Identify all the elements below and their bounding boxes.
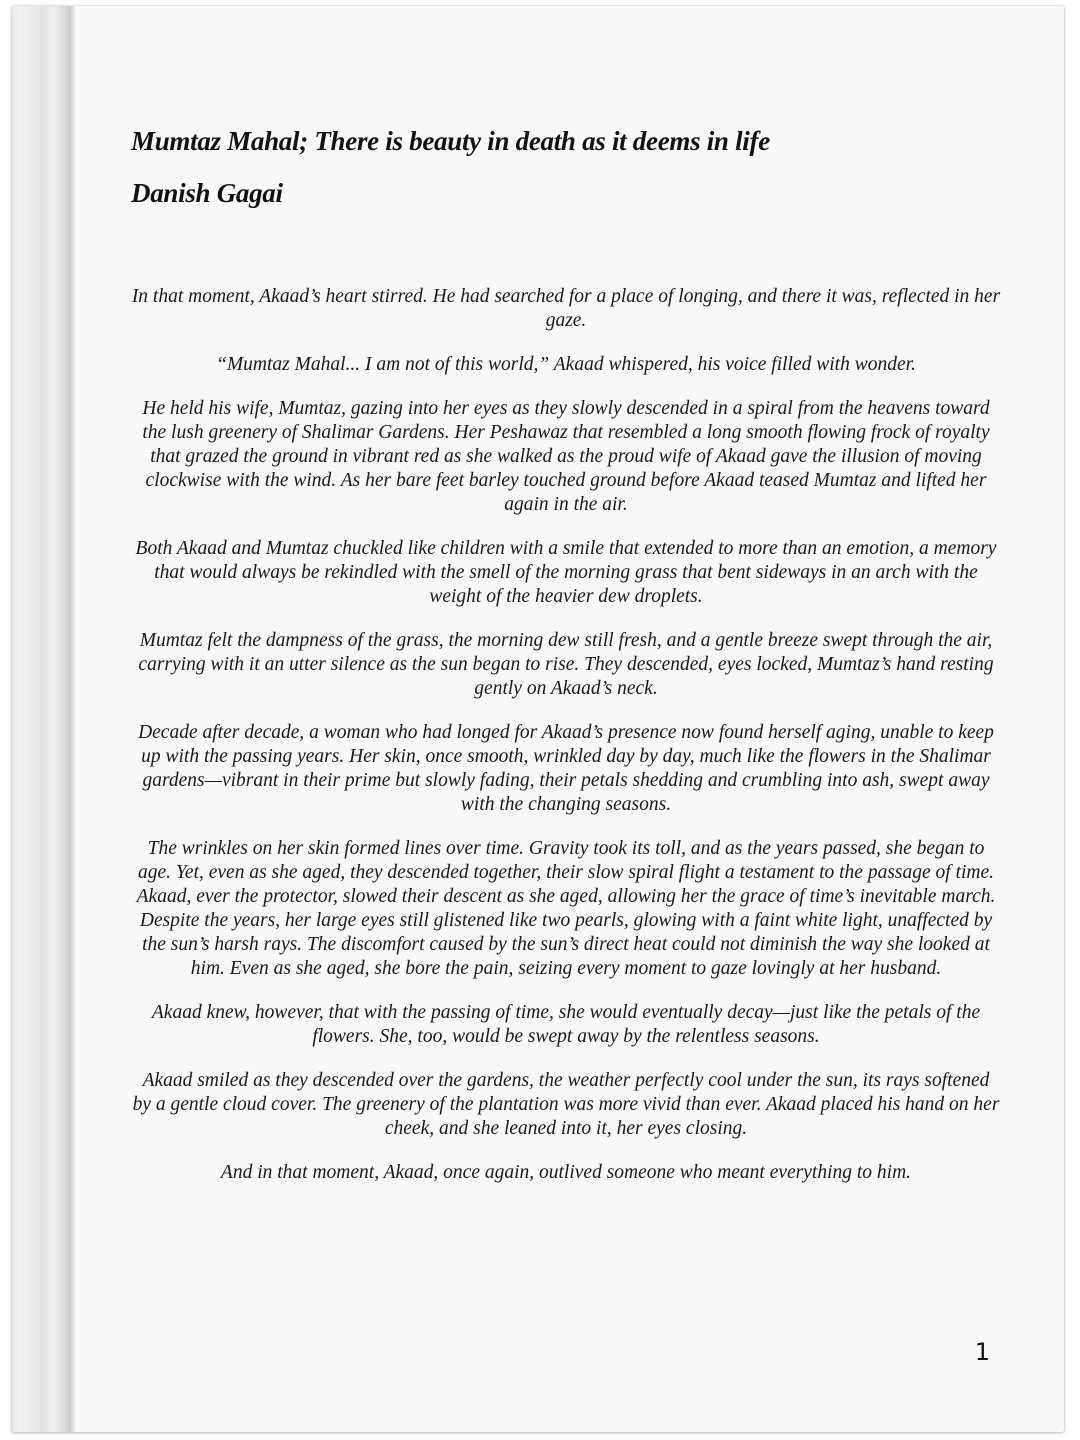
page-content <box>76 6 1064 1432</box>
paragraph: He held his wife, Mumtaz, gazing into her eyes as they slowly descended in a spiral from the heavens toward the lush greenery of Shalimar Gardens. Her Peshawaz that resembled a long smooth flowing frock of royalty that grazed the ground in vibrant red as she walked as the proud wife of Akaad gave the illusion of moving clockwise with the wind. As her bare feet barley touched ground before Akaad teased Mumtaz and lifted her again in the air. <box>142 398 990 515</box>
page-number: 1 <box>974 1338 990 1366</box>
book-spine <box>12 6 76 1432</box>
paragraph: And in that moment, Akaad, once again, outlived someone who meant everything to him. <box>220 1162 912 1183</box>
paragraph: Decade after decade, a woman who had longed for Akaad’s presence now found herself aging, unable to keep up with the passing years. Her skin, once smooth, wrinkled day by day, much like the flowers in the Shalimar gardens—vibrant in their prime but slowly fading, their petals shedding and crumbling into ash, swept away with the changing seasons. <box>138 722 994 815</box>
paragraph: Mumtaz felt the dampness of the grass, the morning dew still fresh, and a gentle breeze swept through the air, carrying with it an utter silence as the sun began to rise. They descended, eyes locked, Mumtaz’s hand resting gently on Akaad’s neck. <box>138 630 994 699</box>
paragraph: In that moment, Akaad’s heart stirred. He had searched for a place of longing, and there it was, reflected in her gaze. <box>131 286 1001 331</box>
document-title: Mumtaz Mahal; There is beauty in death as it deems in life <box>131 126 770 156</box>
book-page <box>12 6 1064 1432</box>
paragraph: The wrinkles on her skin formed lines over time. Gravity took its toll, and as the years passed, she began to age. Yet, even as she aged, they descended together, their slow spiral flight a testament to the passage of time. Akaad, ever the protector, slowed their descent as she aged, allowing her the grace of time’s inevitable march. Despite the years, her large eyes still glistened like two pearls, glowing with a faint white light, unaffected by the sun’s harsh rays. The discomfort caused by the sun’s direct heat could not diminish the way she looked at him. Even as she aged, she bore the pain, seizing every moment to gaze lovingly at her husband. <box>136 838 996 979</box>
paragraph: Akaad smiled as they descended over the gardens, the weather perfectly cool under the sun, its rays softened by a gentle cloud cover. The greenery of the plantation was more vivid than ever. Akaad placed his hand on her cheek, and she leaned into it, her eyes closing. <box>132 1070 1000 1139</box>
story-body <box>131 285 1001 1205</box>
paragraph: Akaad knew, however, that with the passing of time, she would eventually decay—just like the petals of the flowers. She, too, would be swept away by the relentless seasons. <box>151 1002 981 1047</box>
paragraph: Both Akaad and Mumtaz chuckled like children with a smile that extended to more than an emotion, a memory that would always be rekindled with the smell of the morning grass that bent sideways in an arch with the weight of the heavier dew droplets. <box>135 538 997 607</box>
paragraph: “Mumtaz Mahal... I am not of this world,” Akaad whispered, his voice filled with wonder. <box>216 354 916 375</box>
document-header <box>131 124 770 210</box>
document-author: Danish Gagai <box>131 178 283 208</box>
